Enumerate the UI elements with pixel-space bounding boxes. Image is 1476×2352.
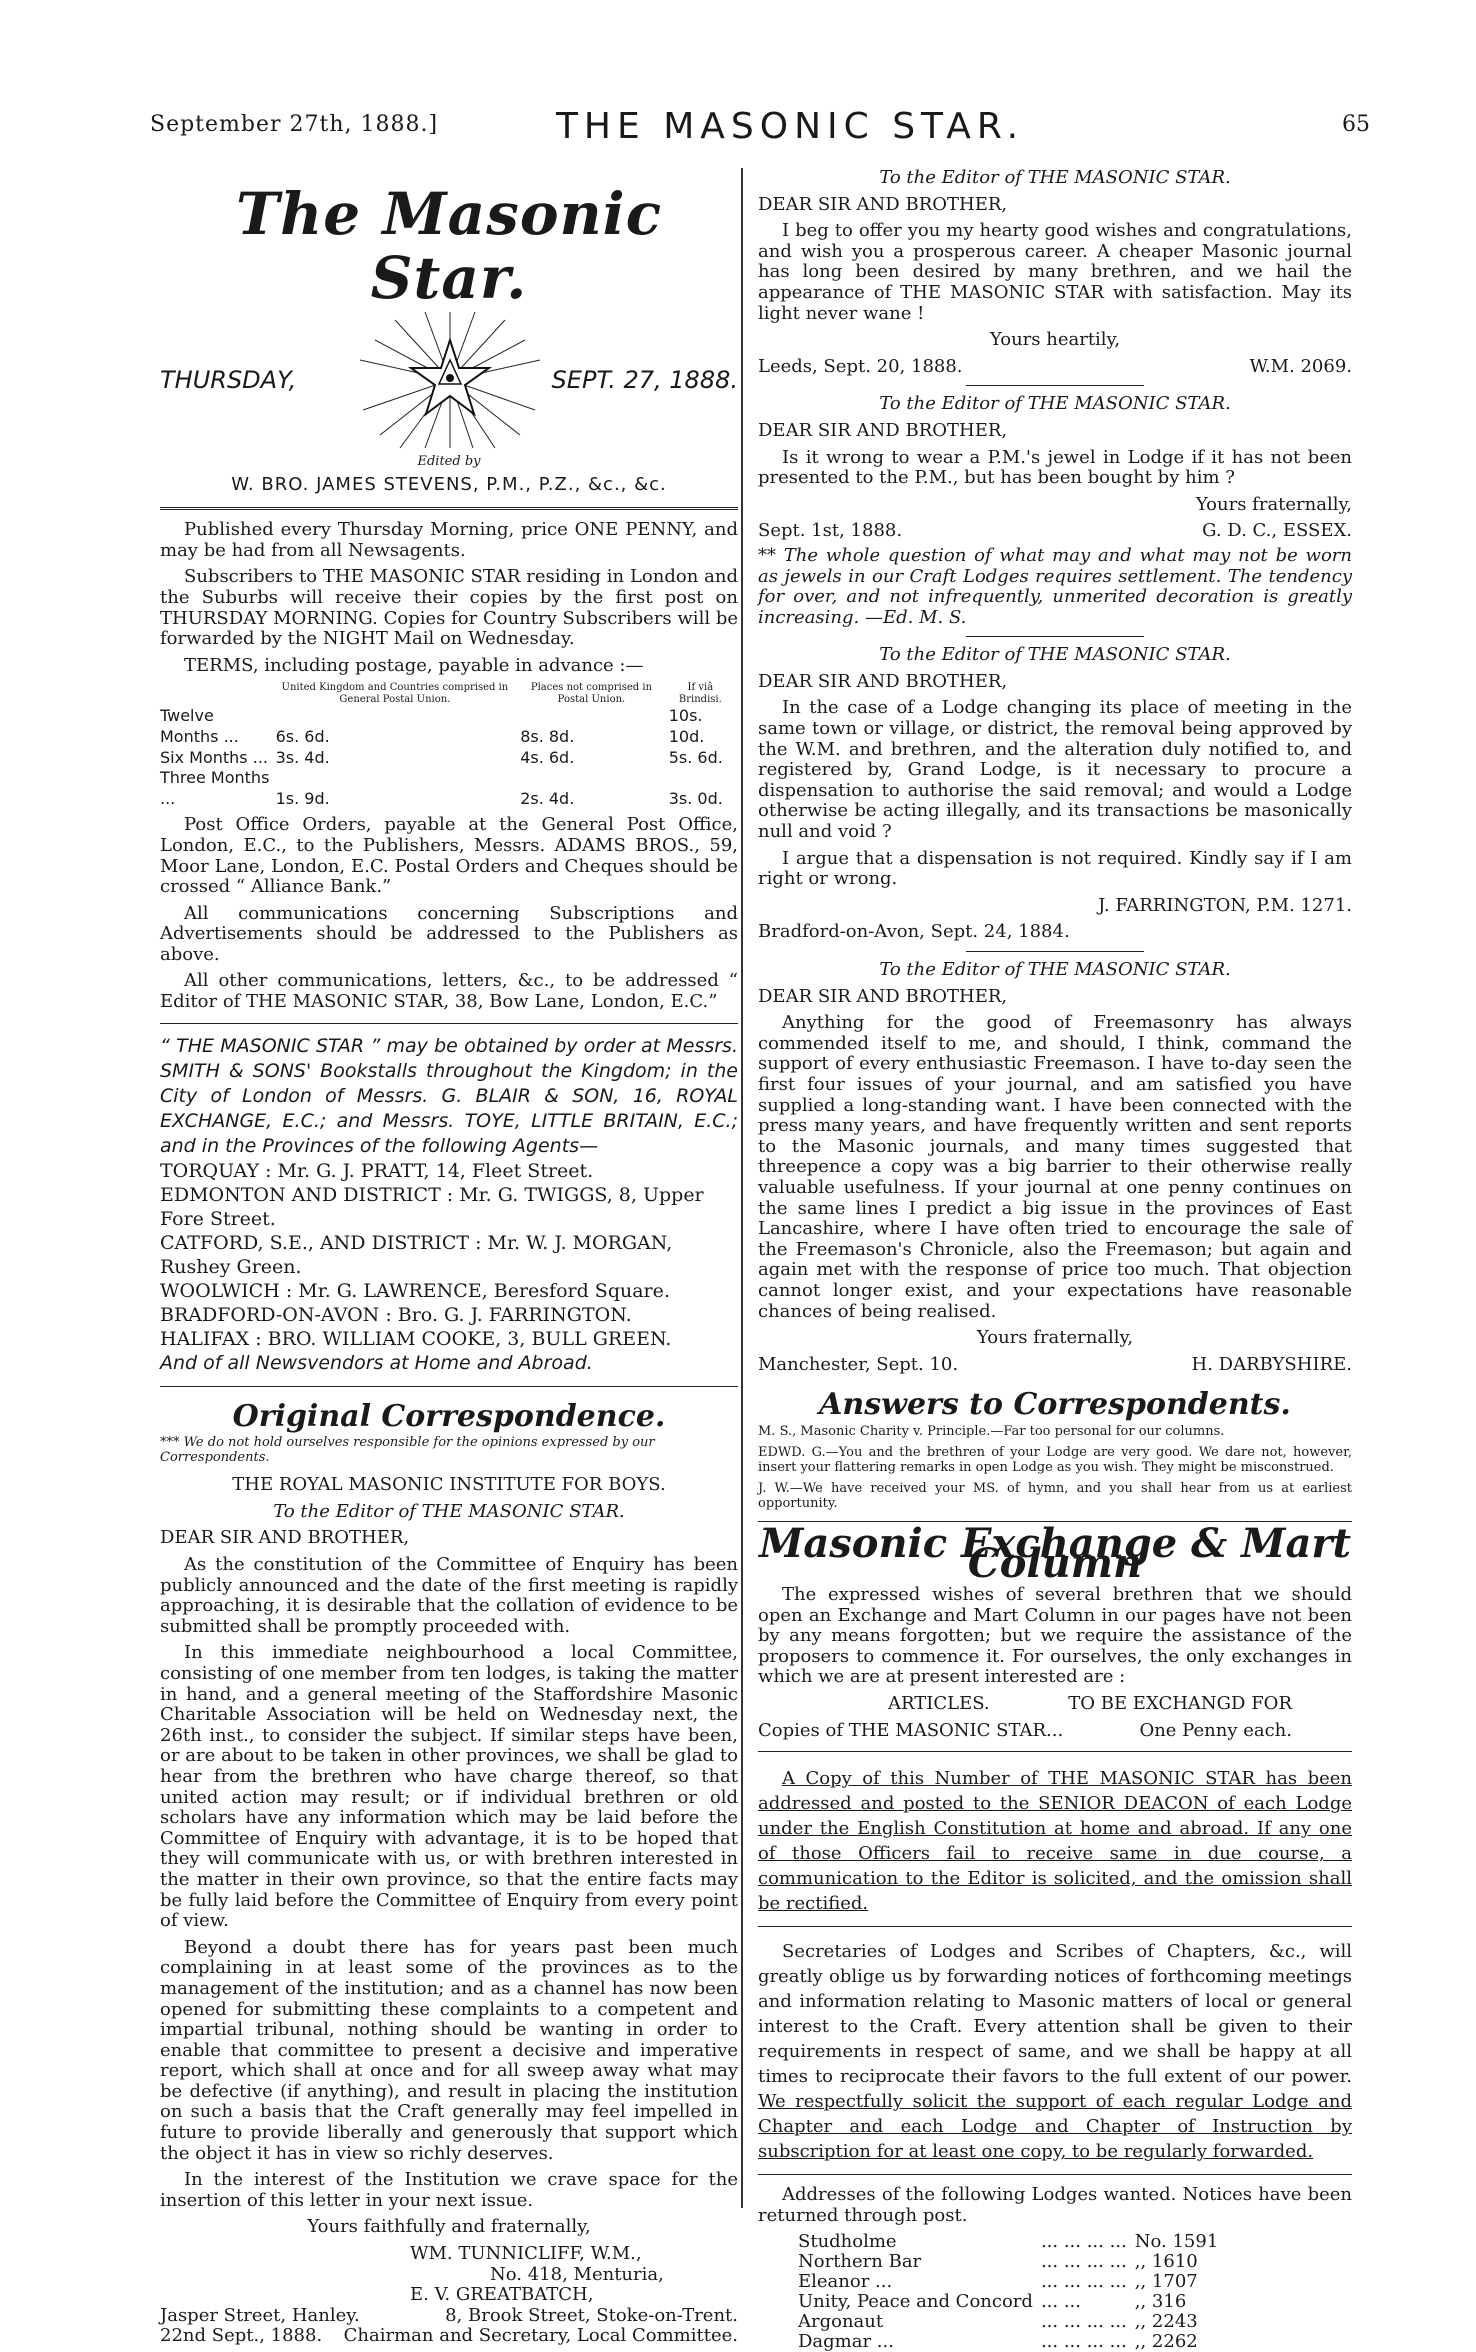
masonic-star-emblem-icon: [355, 310, 545, 450]
table-row: [160, 706, 738, 747]
letter-place: Manchester, Sept. 10.: [758, 1353, 959, 1375]
letter: [758, 645, 1352, 943]
letter-closing: Yours fraternally,: [976, 1327, 1134, 1349]
letter-salutation: DEAR SIR AND BROTHER,: [758, 193, 1008, 215]
table-row: [798, 2332, 1226, 2352]
letter-closing: Yours faithfully and fraternally,: [307, 2216, 591, 2238]
agent-item: HALIFAX : BRO. WILLIAM COOKE, 3, BULL GREEN.: [160, 1327, 672, 1350]
lodge-dots: ... ... ... ...: [1040, 2271, 1127, 2293]
table-row: [160, 768, 738, 809]
terms-header: United Kingdom and Countries comprised in General Postal Union.: [281, 682, 509, 706]
header-date: September 27th, 1888.]: [150, 112, 439, 137]
letter-to: To the Editor of THE MASONIC STAR.: [879, 644, 1231, 666]
date-left: 22nd Sept., 1888.: [160, 2325, 323, 2347]
agent-item: CATFORD, S.E., AND DISTRICT : Mr. W. J. MORGAN, Rushey Green.: [160, 1231, 673, 1278]
letter-paragraph: As the constitution of the Committee of Enquiry has been publicly announced and the date of the first meeting is rapidly approaching, it is desirable that the collation of evidence to be submitted shall be promptly proceeded with.: [160, 1554, 738, 1637]
exchange-heading: Masonic Exchange & Mart Column: [759, 1519, 1351, 1588]
letter-rule: [966, 636, 1144, 637]
letter-footer: [758, 1355, 1352, 1376]
agents-intro: “ THE MASONIC STAR ” may be obtained by order at Messrs. SMITH & SONS' Bookstalls throughout the Kingdom; in the City of London of Messrs. G. BLAIR & SON, 16, ROYAL EXCHANGE, E.C.; and Messrs. TOYE, LITTLE BRITAIN, E.C.; and in the Provinces of the following Agents—: [160, 1034, 738, 1157]
letter-body: Anything for the good of Freemasonry has always commended itself to me, and should, I think, command the support of every enthusiastic Freemason. I have to-day seen the first four issues of your journal, and am satisfied you have supplied a long-standing want. I have been connected with the press many years, and have frequently written and sent reports to the Masonic journals, and many times suggested that threepence a copy was a big barrier to their otherwise really valuable usefulness. If your journal at one penny continues on the same lines I predict a big issue in the provinces of East Lancashire, where I have often tried to encourage the sale of the Freemason's Chronicle, also the Freemason; but again and again met with the response of price too much. That objection cannot longer exist, and your expectations have reasonable chances of being realised.: [758, 1012, 1352, 1322]
running-header: [150, 106, 1370, 146]
exchange-col-a: ARTICLES.: [888, 1693, 990, 1715]
terms-heading: TERMS, including postage, payable in advance :—: [184, 654, 644, 676]
exchange-item-a: Copies of THE MASONIC STAR...: [758, 1719, 1064, 1741]
letter-rule: [966, 951, 1144, 952]
role-right: Chairman and Secretary, Local Committee.: [343, 2325, 738, 2347]
agent-item: TORQUAY : Mr. G. J. PRATT, 14, Fleet Street.: [160, 1159, 594, 1182]
lodge-dots: ... ... ... ...: [1040, 2331, 1127, 2352]
editor-address-paragraph: All other communications, letters, &c., to be addressed “ Editor of THE MASONIC STAR, 38, Bow Lane, London, E.C.”: [160, 970, 738, 1013]
letter-paragraph: In the interest of the Institution we crave space for the insertion of this letter in your next issue.: [160, 2169, 738, 2211]
subscription-terms-table: [160, 682, 738, 809]
letter-place: Leeds, Sept. 20, 1888.: [758, 355, 963, 377]
masthead-title: The Masonic Star.: [235, 180, 663, 312]
letter-closing: Yours heartily,: [989, 329, 1121, 351]
lodge-number: ,, 316: [1134, 2291, 1187, 2313]
letter-to: To the Editor of THE MASONIC STAR.: [879, 167, 1231, 188]
terms-header: If viâ Brindisi.: [678, 682, 722, 706]
lodge-name: Unity, Peace and Concord: [798, 2291, 1033, 2313]
terms-price: 8s. 8d.: [520, 726, 575, 746]
masthead-rule: [160, 507, 738, 510]
terms-price: 1s. 9d.: [275, 788, 330, 808]
lodge-dots: ... ...: [1040, 2291, 1081, 2313]
exchange-columns: [758, 1694, 1352, 1715]
letter-signature: G. D. C., ESSEX.: [1202, 520, 1352, 542]
letter-footer: [758, 521, 1352, 542]
secretaries-underlined: We respectfully solicit the support of each regular Lodge and Chapter and each Lodge and Chapter of Instruction by subscription for at least one copy, to be regularly forwarded.: [758, 2091, 1352, 2163]
lodges-wanted-table: [798, 2232, 1226, 2352]
terms-price: 3s. 0d.: [668, 788, 723, 808]
header-title: THE MASONIC STAR.: [555, 106, 1025, 147]
header-page-number: 65: [1342, 112, 1370, 137]
letter-salutation: DEAR SIR AND BROTHER,: [758, 419, 1008, 441]
answer-item: J. W.—We have received your MS. of hymn, and you shall hear from us at earliest opportunity.: [758, 1480, 1352, 1511]
secretaries-text: Secretaries of Lodges and Scribes of Chapters, &c., will greatly oblige us by forwarding notices of forthcoming meetings and information relating to Masonic matters of local or general interest to the Craft. Every attention shall be given to their requirements in respect of same, and we shall be happy at all times to reciprocate their favors to the full extent of our power.: [758, 1941, 1352, 2088]
table-row: [160, 748, 738, 769]
lodge-name: Studholme: [798, 2231, 897, 2253]
letter-signature: J. FARRINGTON, P.M. 1271.: [1098, 894, 1352, 916]
lodge-number: ,, 1610: [1134, 2251, 1198, 2273]
intro-paragraph: Published every Thursday Morning, price ONE PENNY, and may be had from all Newsagents.: [160, 519, 738, 561]
terms-period: Twelve Months ...: [160, 706, 239, 746]
address-left: Jasper Street, Hanley.: [160, 2304, 360, 2326]
answers-heading: Answers to Correspondents.: [819, 1387, 1291, 1423]
letter-body: In the case of a Lodge changing its place of meeting in the same town or village, or district, the removal being approved by the W.M. and brethren, and the alteration duly notified to, and registered by, Grand Lodge, is it necessary to procure a dispensation to authorise the said removal; and would a Lodge otherwise be acting illegally, and its transactions be masonically null and void ?: [758, 697, 1352, 843]
lodge-number: No. 1591: [1134, 2231, 1219, 2253]
signatory-address: No. 418, Menturia,: [490, 2263, 664, 2285]
letter-place: Sept. 1st, 1888.: [758, 520, 903, 542]
answer-item: EDWD. G.—You and the brethren of your Lodge are very good. We dare not, however, insert your flattering remarks in open Lodge as you wish. They might be misconstrued.: [758, 1444, 1352, 1475]
terms-price: 5s. 6d.: [668, 747, 723, 767]
lodge-dots: ... ... ... ...: [1040, 2311, 1127, 2333]
edited-by: Edited by: [417, 454, 481, 469]
terms-price: 3s. 4d.: [275, 747, 330, 767]
right-column: [758, 168, 1352, 2352]
exchange-body: The expressed wishes of several brethren that we should open an Exchange and Mart Column in our pages have not been by any means forgotten; but we require the assistance of the proposers to commence it. For ourselves, the only exchanges in which we are at present interested are :: [758, 1584, 1352, 1688]
lodge-name: Eleanor ...: [798, 2271, 893, 2293]
agent-item: EDMONTON AND DISTRICT : Mr. G. TWIGGS, 8, Upper Fore Street.: [160, 1183, 704, 1230]
letter-body: I argue that a dispensation is not required. Kindly say if I am right or wrong.: [758, 847, 1352, 890]
terms-price: 4s. 6d.: [520, 747, 575, 767]
lodge-name: Northern Bar: [798, 2251, 922, 2273]
exchange-item: [758, 1715, 1352, 1742]
masthead-dateline: [160, 310, 738, 450]
letter-to: To the Editor of THE MASONIC STAR.: [879, 959, 1231, 980]
agent-item: BRADFORD-ON-AVON : Bro. G. J. FARRINGTON.: [160, 1303, 632, 1326]
disclaimer: *** We do not hold ourselves responsible for the opinions expressed by our Correspondents.: [160, 1435, 655, 1466]
signature-address-row: [160, 2306, 738, 2327]
section-rule: [160, 1386, 738, 1387]
agent-item: WOOLWICH : Mr. G. LAWRENCE, Beresford Square.: [160, 1279, 670, 1302]
section-rule: [758, 1751, 1352, 1752]
letter-closing: Yours fraternally,: [1195, 493, 1352, 515]
letter-salutation: DEAR SIR AND BROTHER,: [758, 985, 1008, 1007]
exchange-col-b: TO BE EXCHANGD FOR: [1068, 1693, 1292, 1715]
lodge-number: ,, 1707: [1134, 2271, 1198, 2293]
terms-price: 10s. 10d.: [668, 706, 705, 746]
post-office-paragraph: Post Office Orders, payable at the General Post Office, London, E.C., to the Publishers, Messrs. ADAMS BROS., 59, Moor Lane, London, E.C. Postal Orders and Cheques should be crossed “ Alliance Bank.”: [160, 814, 738, 898]
letter-body: Is it wrong to wear a P.M.'s jewel in Lodge if it has not been presented to the P.M., but has been bought by him ?: [758, 446, 1352, 489]
signature-block: [160, 2244, 738, 2306]
section-rule: [758, 2174, 1352, 2175]
letter-salutation: DEAR SIR AND BROTHER,: [160, 1527, 410, 1549]
masthead-date: SEPT. 27, 1888.: [551, 366, 738, 394]
secretaries-notice: [758, 1939, 1352, 2164]
letter: [758, 960, 1352, 1375]
section-rule: [160, 1023, 738, 1024]
address-right: 8, Brook Street, Stoke-on-Trent.: [445, 2304, 738, 2326]
agents-closing: And of all Newsvendors at Home and Abroad.: [160, 1351, 593, 1374]
original-correspondence-heading: Original Correspondence.: [232, 1398, 666, 1434]
exchange-item-b: One Penny each.: [1139, 1719, 1292, 1741]
letter: [758, 168, 1352, 377]
signatory-name: WM. TUNNICLIFF, W.M.,: [410, 2243, 642, 2265]
lodge-dots: ... ... ... ...: [1040, 2231, 1127, 2253]
addresses-intro: Addresses of the following Lodges wanted. Notices have been returned through post.: [758, 2184, 1352, 2226]
letter-body: I beg to offer you my hearty good wishes and congratulations, and wish you a prosperous career. A cheaper Masonic journal has long been desired by many brethren, and we hail the appearance of THE MASONIC STAR with satisfaction. May its light never wane !: [758, 220, 1352, 324]
answer-item: M. S., Masonic Charity v. Principle.—Far too personal for our columns.: [758, 1423, 1225, 1439]
subscribers-paragraph: Subscribers to THE MASONIC STAR residing in London and the Suburbs will receive their copies by the first post on THURSDAY MORNING. Copies for Country Subscribers will be forwarded by the NIGHT Mail on Wednesday.: [160, 566, 738, 650]
lodge-dots: ... ... ... ...: [1040, 2251, 1127, 2273]
letter-to: To the Editor of THE MASONIC STAR.: [879, 393, 1231, 415]
letter-signature: W.M. 2069.: [1249, 355, 1352, 377]
table-row: [798, 2232, 1226, 2252]
masthead-day: THURSDAY,: [160, 366, 297, 394]
communications-paragraph: All communications concerning Subscriptions and Advertisements should be addressed to the Publishers as above.: [160, 902, 738, 965]
column-divider: [741, 168, 743, 2208]
table-row: [798, 2272, 1226, 2292]
section-rule: [758, 1926, 1352, 1927]
letter-place: Bradford-on-Avon, Sept. 24, 1884.: [758, 921, 1070, 943]
signature-date-row: [160, 2326, 738, 2347]
table-row: [798, 2252, 1226, 2272]
table-row: [798, 2312, 1226, 2332]
letter-paragraph: In this immediate neighbourhood a local Committee, consisting of one member from ten lodges, is taking the matter in hand, and a general meeting of the Staffordshire Masonic Charitable Association will be held on Wednesday next, the 26th inst., to consider the subject. If similar steps have been, or are about to be taken in other provinces, we shall be glad to hear from the brethren who have charge thereof, so that united action may result; or if individual brethren or old scholars have any information which may be laid before the Committee of Enquiry with advantage, it is to be hoped that they will communicate with us, or with brethren interested in the matter in their own province, so that the entire facts may be fully laid before the Committee of Enquiry from every point of view.: [160, 1642, 738, 1932]
lodge-name: Dagmar ...: [798, 2331, 894, 2352]
letter-rule: [966, 385, 1144, 386]
lodge-number: ,, 2243: [1134, 2311, 1198, 2333]
letter-paragraph: Beyond a doubt there has for years past been much complaining in at least some of the provinces as to the management of the institution; and as a channel has now been opened for submitting these complaints to a competent and impartial tribunal, nothing should be wanting in order to enable that committee to present a decisive and imperative report, which shall at once and for all sweep away what may be defective (if anything), and result in placing the institution on such a basis that the Craft generally may feel impelled in future to provide liberally and generously that support which the object it has in view so richly deserves.: [160, 1936, 738, 2164]
table-row: [798, 2292, 1226, 2312]
letter-title: THE ROYAL MASONIC INSTITUTE FOR BOYS.: [232, 1474, 666, 1496]
signatory-name: E. V. GREATBATCH,: [410, 2284, 594, 2306]
left-column: [160, 168, 738, 2347]
editor-name: W. BRO. JAMES STEVENS, P.M., P.Z., &c., &c.: [231, 473, 667, 495]
letter: [758, 394, 1352, 628]
lodge-number: ,, 2262: [1134, 2331, 1198, 2352]
terms-period: Six Months ...: [160, 747, 268, 767]
copy-notice: A Copy of this Number of THE MASONIC STAR has been addressed and posted to the SENIOR DEACON of each Lodge under the English Constitution at home and abroad. If any one of those Officers fail to receive same in due course, a communication to the Editor is solicited, and the omission shall be rectified.: [758, 1768, 1352, 1915]
terms-price: 6s. 6d.: [275, 726, 330, 746]
letter-signature: H. DARBYSHIRE.: [1191, 1353, 1352, 1375]
editor-note: ** The whole question of what may and what may not be worn as jewels in our Craft Lodges requires settlement. The tendency for over, and not infrequently, unmerited decoration is greatly increasing. —Ed. M. S.: [758, 544, 1352, 628]
letter-to: To the Editor of THE MASONIC STAR.: [273, 1500, 625, 1522]
terms-header: Places not comprised in Postal Union.: [530, 682, 653, 706]
lodge-name: Argonaut: [798, 2311, 884, 2333]
letter-salutation: DEAR SIR AND BROTHER,: [758, 670, 1008, 692]
terms-price: 2s. 4d.: [520, 788, 575, 808]
terms-period: Three Months ...: [160, 768, 270, 808]
letter-footer: [758, 357, 1352, 378]
